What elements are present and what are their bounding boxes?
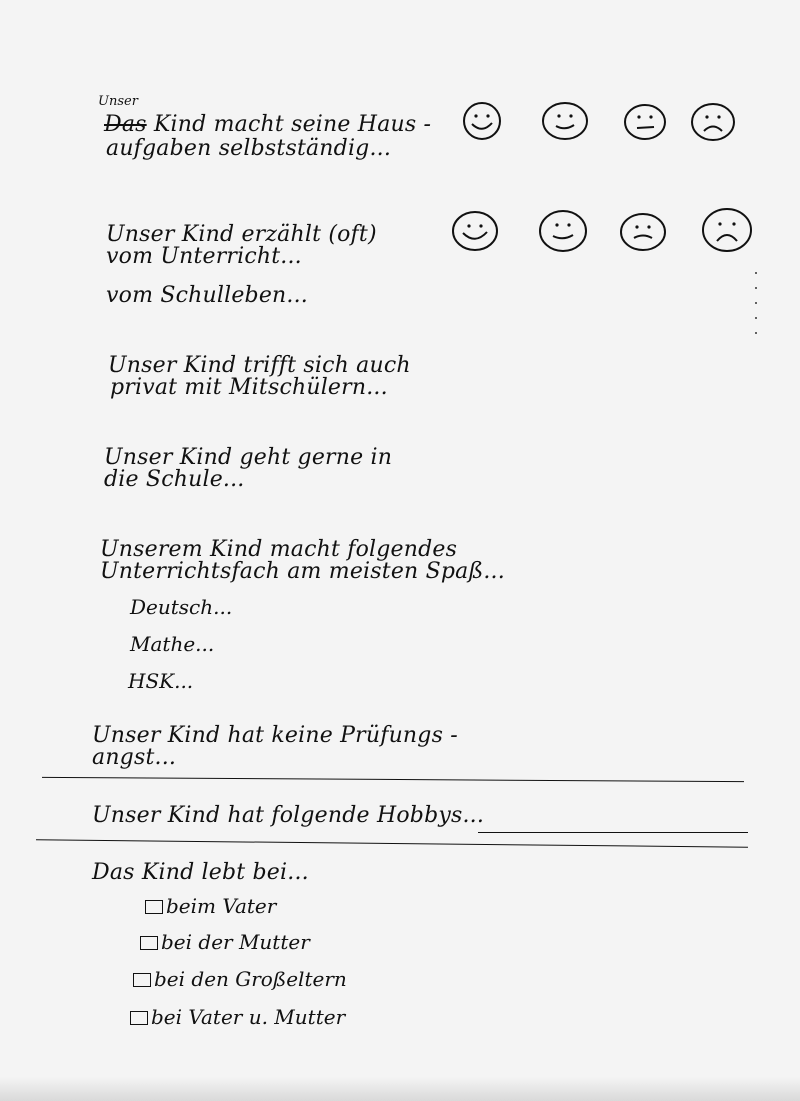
option-label: bei der Mutter — [161, 930, 310, 954]
checkbox[interactable] — [130, 1011, 148, 1025]
divider-line — [42, 777, 744, 782]
q1-inserted-word: Unser — [98, 94, 138, 109]
q1-line1 — [104, 112, 431, 137]
q1-line2: aufgaben selbstständig... — [106, 136, 392, 161]
very-happy-face-icon[interactable] — [464, 103, 500, 139]
q1-line1-rest: Kind macht seine Haus - — [153, 112, 432, 137]
margin-dots — [755, 272, 759, 347]
sad-face-icon[interactable] — [703, 209, 751, 251]
q8-heading: Das Kind lebt bei... — [92, 860, 309, 885]
checkbox[interactable] — [133, 973, 151, 987]
q5-subject: Deutsch... — [130, 595, 233, 619]
q2-line2: vom Unterricht... — [106, 244, 302, 269]
q3-line2: privat mit Mitschülern... — [110, 375, 388, 400]
sad-face-icon[interactable] — [692, 104, 734, 140]
option-father[interactable] — [145, 895, 276, 918]
q3-line1: Unser Kind trifft sich auch — [108, 353, 411, 378]
q4-line2: die Schule... — [104, 467, 245, 492]
very-happy-face-icon[interactable] — [453, 212, 497, 250]
option-label: bei Vater u. Mutter — [151, 1005, 346, 1029]
option-label: bei den Großeltern — [154, 967, 347, 991]
q5-line2: Unterrichtsfach am meisten Spaß... — [100, 559, 505, 584]
q2-rating-faces[interactable] — [445, 205, 760, 257]
page-bottom-edge — [0, 1077, 800, 1101]
q7-text: Unser Kind hat folgende Hobbys... — [92, 803, 485, 828]
checkbox[interactable] — [140, 936, 158, 950]
unsure-face-icon[interactable] — [621, 214, 665, 250]
option-mother[interactable] — [140, 931, 310, 954]
unsure-face-icon[interactable] — [625, 105, 665, 139]
q5-subject: HSK... — [128, 669, 194, 693]
q2-line3: vom Schulleben... — [106, 283, 309, 308]
happy-face-icon[interactable] — [543, 103, 587, 139]
q2-line1: Unser Kind erzählt (oft) — [106, 222, 377, 247]
q6-line2: angst... — [92, 745, 177, 770]
q1-rating-faces[interactable] — [455, 98, 755, 148]
q4-line1: Unser Kind geht gerne in — [104, 445, 393, 470]
option-both-parents[interactable] — [130, 1006, 345, 1029]
divider-line — [36, 839, 748, 847]
q6-line1: Unser Kind hat keine Prüfungs - — [92, 723, 458, 748]
q1-struck-word: Das — [104, 112, 147, 137]
happy-face-icon[interactable] — [540, 211, 586, 251]
option-grandparents[interactable] — [133, 968, 347, 991]
checkbox[interactable] — [145, 900, 163, 914]
hobbys-answer-line[interactable] — [478, 832, 748, 833]
q5-subject: Mathe... — [130, 632, 215, 656]
option-label: beim Vater — [166, 894, 277, 918]
q5-line1: Unserem Kind macht folgendes — [100, 537, 458, 562]
